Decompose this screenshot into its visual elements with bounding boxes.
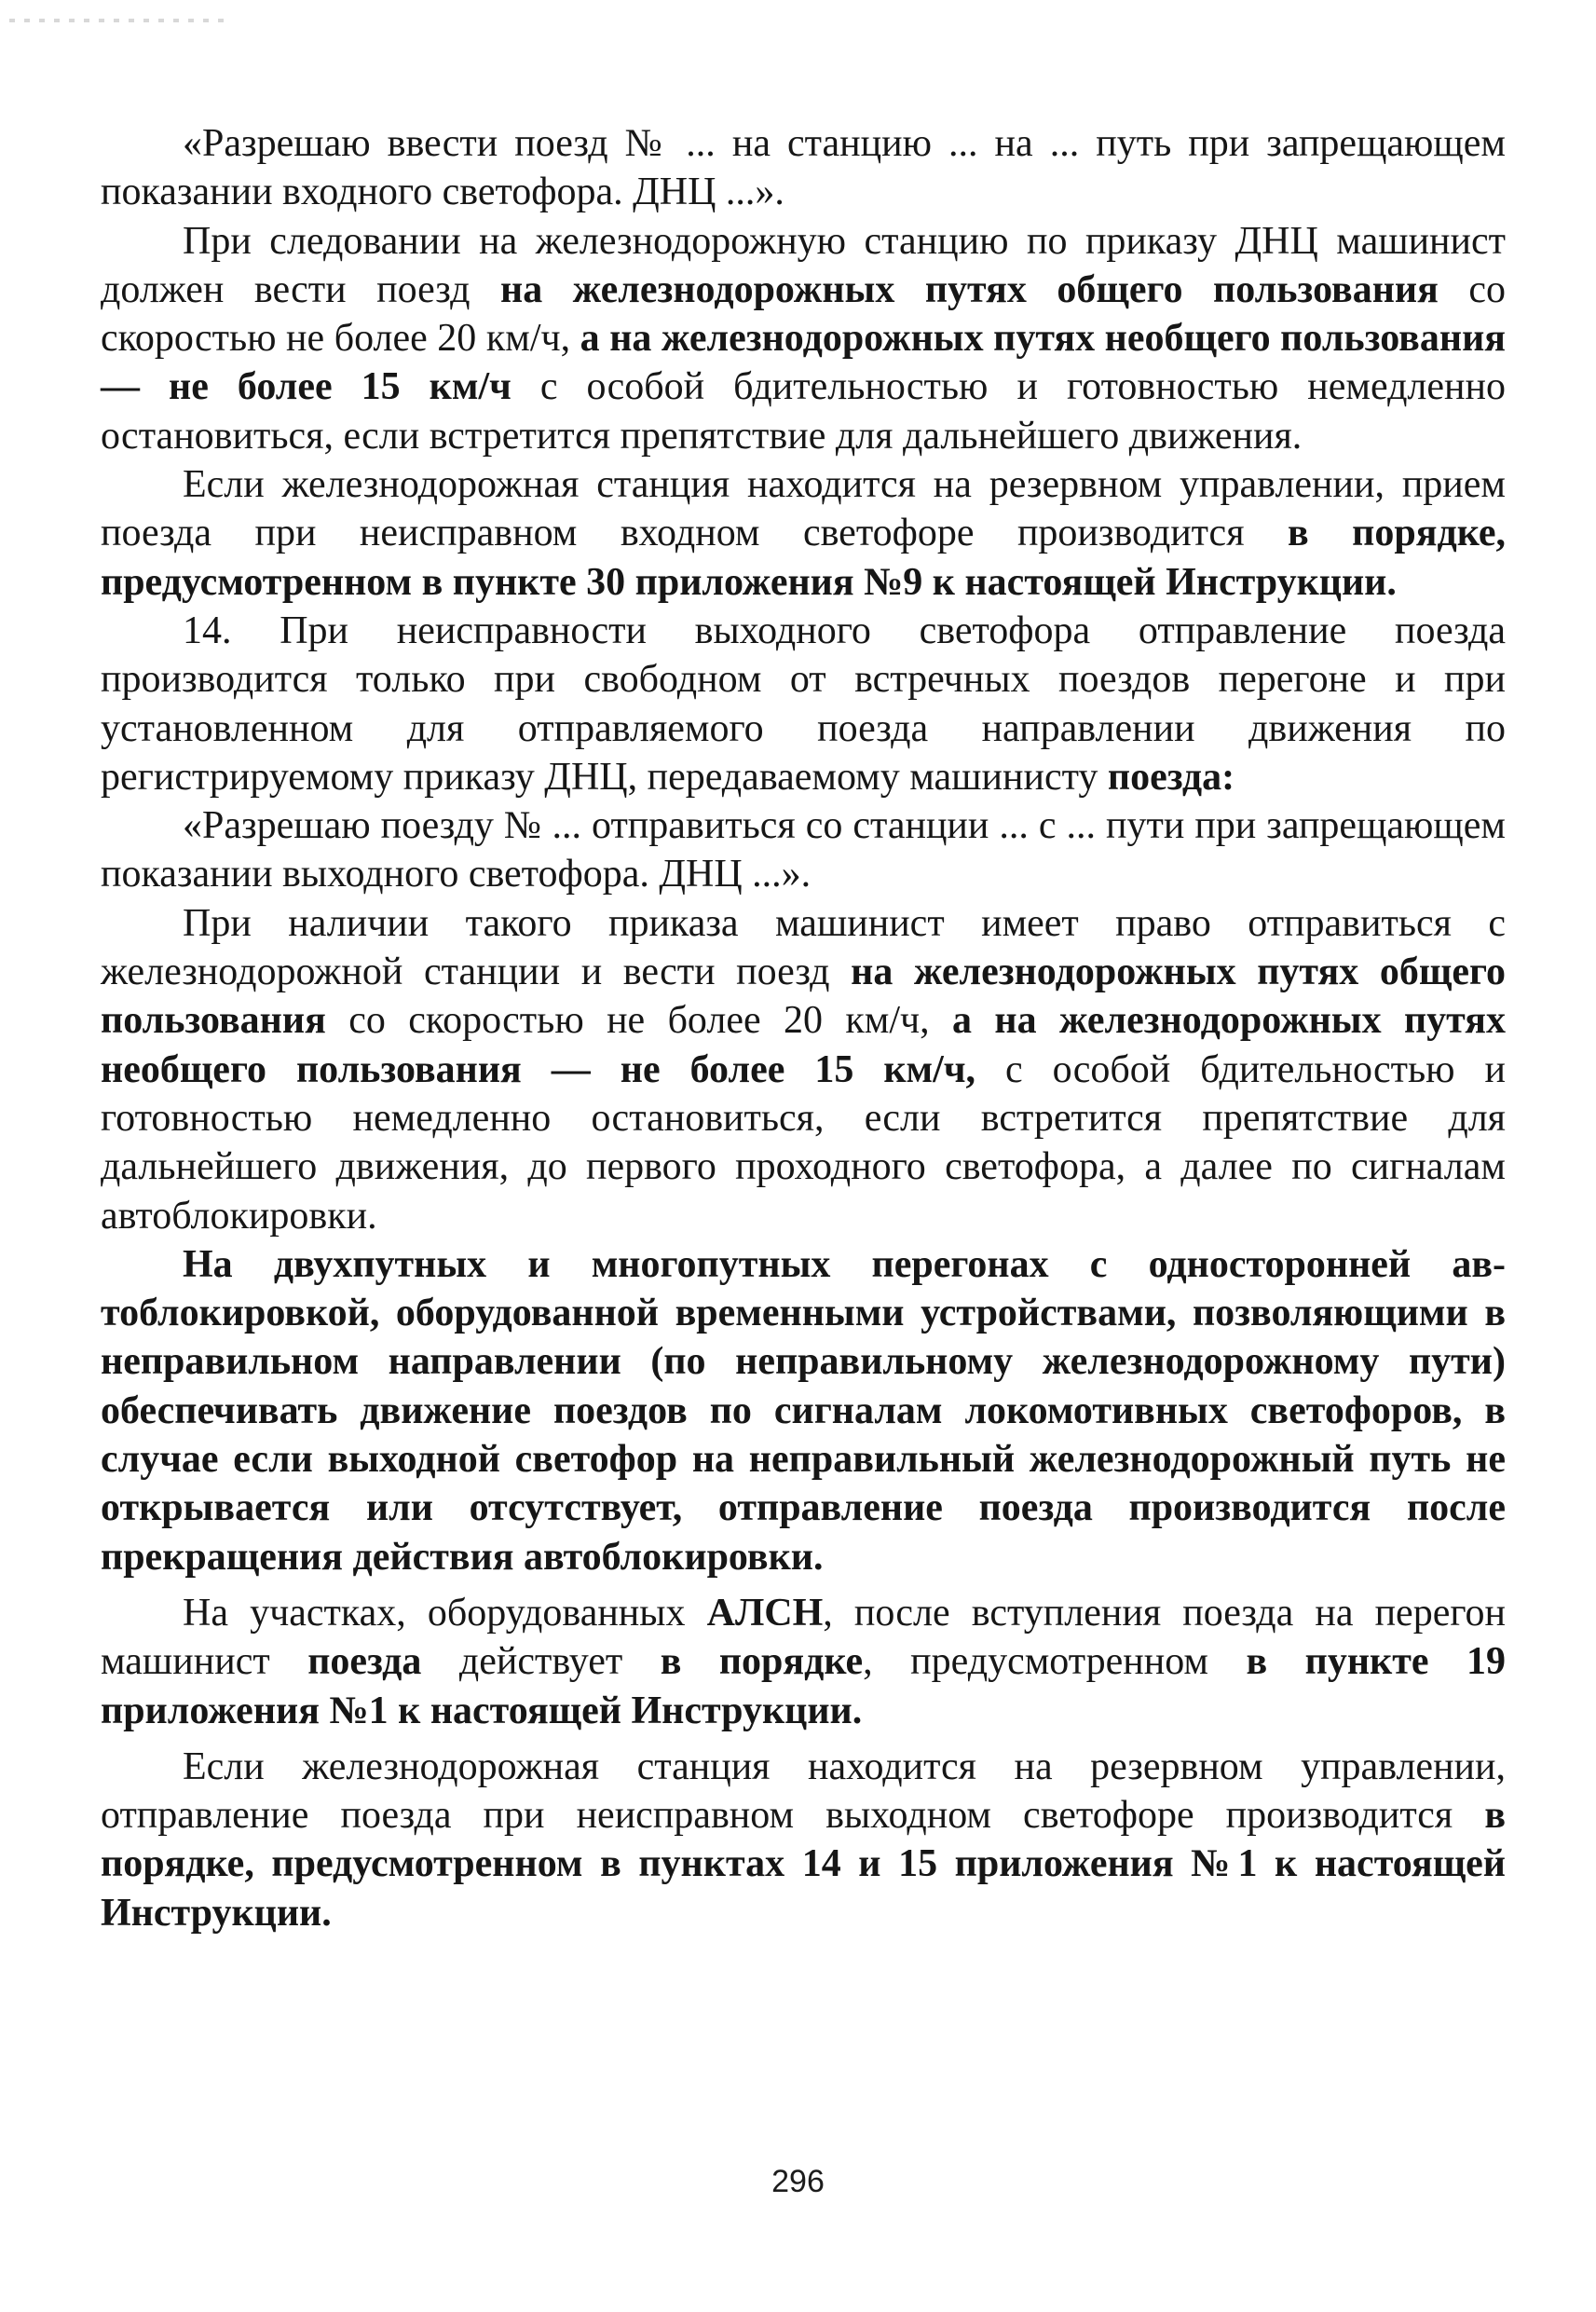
paragraph-5 <box>101 801 1506 899</box>
page-number: 296 <box>771 2164 825 2199</box>
text-run: Если железнодорожная станция находится на резервном управлении, прием поезда при неисправном входном светофоре производится <box>101 463 1506 555</box>
bold-text: а на железнодорожных путях необщего пользования — не более 15 км/ч <box>101 317 1506 409</box>
bold-text: На двухпутных и многопутных перегонах с односторонней автоблокировкой, оборудованной временными устройствами, позволяющими в неправильном направлении (по неправильному железнодорожному пути) обеспечивать движение поездов по сигналам локомотивных светофоров, в случае если выходной светофор на неправильный железнодорожный путь не открывается или отсутствует, отправление поезда производится после прекращения действия автоблокировки. <box>101 1242 1506 1579</box>
document-body <box>101 119 1506 1937</box>
bold-text: в порядке, предусмотренном в пунктах 14 и 15 приложения №1 к настоящей Инструкции. <box>101 1794 1506 1935</box>
paragraph-1 <box>101 119 1506 217</box>
paragraph-2 <box>101 217 1506 460</box>
paragraph-4 <box>101 607 1506 801</box>
paragraph-8 <box>101 1589 1506 1735</box>
text-run: При следовании на железнодорожную станцию по приказу ДНЦ машинист должен вести поезд <box>101 219 1506 311</box>
bold-text: а на железнодорожных путях необщего пользования — не более 15 км/ч, <box>101 999 1506 1091</box>
bold-text: на железнодорожных путях общего пользования <box>500 267 1439 311</box>
text-run: Если железнодорожная станция находится на резервном управлении, отправление поезда при неисправном выходном светофоре производится <box>101 1744 1506 1838</box>
paragraph-7 <box>101 1240 1506 1581</box>
bold-text: в пункте 19 приложения №1 к настоящей Инструкции. <box>101 1640 1506 1732</box>
text-run: «Разрешаю ввести поезд № ... на станцию ... на ... путь при запрещающем показании входного светофора. ДНЦ ...». <box>101 122 1506 214</box>
bold-text: на железнодорожных путях общего пользования <box>101 951 1506 1043</box>
paragraph-9 <box>101 1743 1506 1937</box>
text-run: , после вступления поезда на перегон машинист <box>101 1591 1506 1684</box>
paragraph-6 <box>101 899 1506 1240</box>
text-run: с особой бдительностью и готовностью немедленно остановиться, если встретится препятствие для дальнейшего движения, до первого проходного светофора, а далее по сигналам автоблокировки. <box>101 1047 1506 1238</box>
text-run: со скоростью не более 20 км/ч, <box>101 267 1506 361</box>
bold-text: в порядке <box>660 1640 864 1684</box>
text-run: , предусмотренном <box>863 1640 1247 1684</box>
text-run: «Разрешаю поезду № ... отправиться со станции ... с ... пути при запрещающем показании выходного светофора. ДНЦ ...». <box>101 804 1506 896</box>
text-run: действует <box>421 1640 661 1684</box>
bold-text: поезда: <box>1107 755 1235 799</box>
bold-text: в порядке, предусмотренном в пункте 30 приложения №9 к настоящей Инструкции. <box>101 512 1506 604</box>
text-run: При наличии такого приказа машинист имеет право отправиться с железнодорожной станции и вести поезд <box>101 901 1506 994</box>
text-run: 14. При неисправности выходного светофора отправление поезда производится только при свободном от встречных поездов перегоне и при установленном для отправляемого поезда направлении движения по регистрируемому приказу ДНЦ, передаваемому машинисту <box>101 609 1506 799</box>
paragraph-3 <box>101 460 1506 607</box>
bold-text: поезда <box>307 1640 422 1684</box>
bold-text: АЛСН <box>706 1591 824 1635</box>
text-run: На участках, оборудованных <box>183 1591 707 1635</box>
text-run: со скоростью не более 20 км/ч, <box>325 999 953 1043</box>
scan-artifact <box>9 19 233 22</box>
text-run: с особой бдительностью и готовностью немедленно остановиться, если встретится препятствие для дальнейшего движения. <box>101 365 1506 458</box>
